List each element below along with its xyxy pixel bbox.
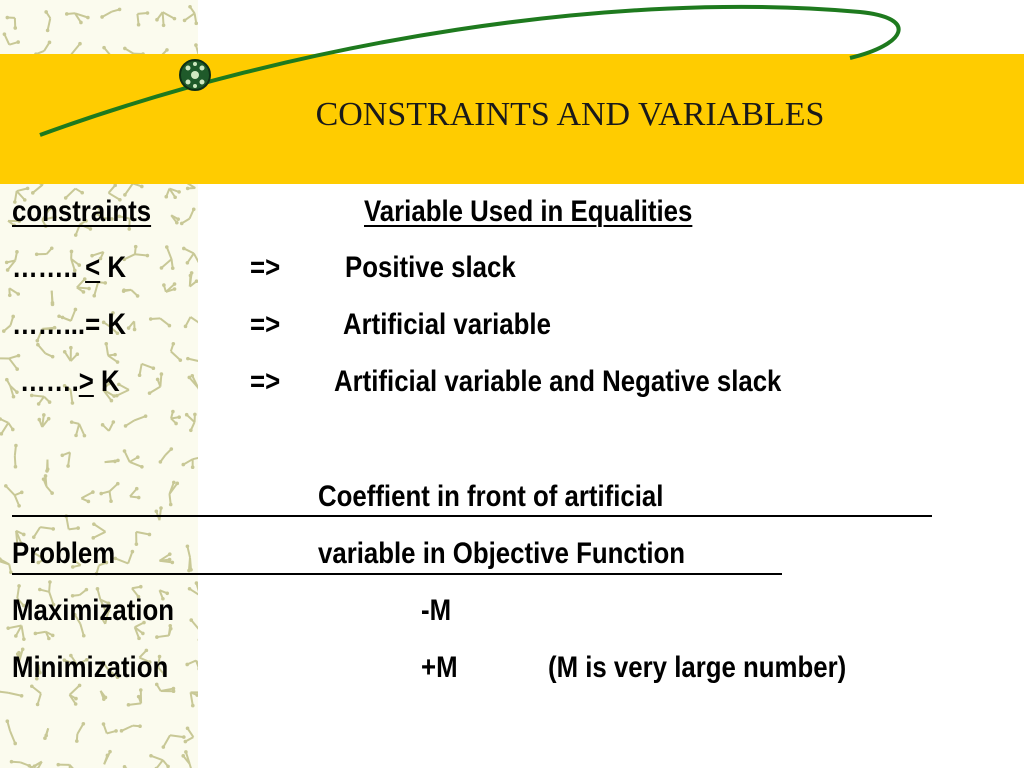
objective-row-min-coef: +M xyxy=(421,651,458,684)
row-k: K xyxy=(100,251,126,284)
pattern-node xyxy=(138,724,142,728)
row-dots: ……... xyxy=(12,308,86,341)
pattern-node xyxy=(113,353,117,357)
pattern-node xyxy=(155,510,159,514)
pattern-node xyxy=(76,526,80,530)
pattern-node xyxy=(182,735,186,739)
pattern-stroke xyxy=(191,692,193,705)
pattern-node xyxy=(60,453,64,457)
pattern-node xyxy=(190,374,194,378)
pattern-node xyxy=(42,413,46,417)
pattern-stroke xyxy=(190,557,191,569)
pattern-node xyxy=(148,533,152,537)
pattern-stroke xyxy=(150,387,161,394)
pattern-node xyxy=(180,222,184,226)
pattern-node xyxy=(137,496,141,500)
pattern-stroke xyxy=(115,558,128,563)
constraint-row-gte-arrow: => xyxy=(250,365,281,398)
pattern-node xyxy=(51,634,55,638)
pattern-node xyxy=(75,739,79,743)
pattern-stroke xyxy=(157,636,169,638)
pattern-node xyxy=(155,635,159,639)
pattern-node xyxy=(134,245,138,249)
pattern-node xyxy=(192,207,196,211)
pattern-node xyxy=(69,346,73,350)
pattern-node xyxy=(181,463,185,467)
constraint-row-lte-lhs xyxy=(12,250,126,286)
header-coefficient-line1: Coeffient in front of artificial xyxy=(318,480,664,513)
pattern-node xyxy=(33,764,37,768)
pattern-node xyxy=(74,434,78,438)
pattern-node xyxy=(189,429,193,433)
pattern-node xyxy=(4,484,8,488)
objective-row-max-problem: Maximization xyxy=(12,594,175,627)
pattern-stroke xyxy=(121,726,132,731)
pattern-node xyxy=(191,465,195,469)
pattern-node xyxy=(160,372,164,376)
pattern-stroke xyxy=(136,532,149,535)
pattern-node xyxy=(10,760,14,764)
pattern-node xyxy=(124,424,128,428)
pattern-node xyxy=(127,326,131,330)
pattern-node xyxy=(51,527,55,531)
pattern-stroke xyxy=(163,735,170,747)
pattern-node xyxy=(160,266,164,270)
pattern-node xyxy=(87,287,91,291)
pattern-node xyxy=(173,282,177,286)
pattern-stroke xyxy=(9,358,17,369)
pattern-node xyxy=(133,328,137,332)
pattern-node xyxy=(22,637,26,641)
pattern-node xyxy=(182,247,186,251)
pattern-node xyxy=(162,745,166,749)
pattern-node xyxy=(173,287,177,291)
pattern-stroke xyxy=(79,424,84,436)
pattern-node xyxy=(44,474,48,478)
constraint-row-gte-result: Artificial variable and Negative slack xyxy=(334,365,782,398)
pattern-node xyxy=(172,481,176,485)
pattern-stroke xyxy=(81,492,93,498)
pattern-node xyxy=(168,558,172,562)
constraint-row-lte-result: Positive slack xyxy=(345,251,516,284)
row-operator: < xyxy=(85,251,101,284)
pattern-node xyxy=(74,697,78,701)
pattern-node xyxy=(16,292,20,296)
pattern-node xyxy=(17,584,21,588)
pattern-node xyxy=(15,390,19,394)
pattern-stroke xyxy=(194,253,198,264)
pattern-stroke xyxy=(6,486,15,495)
pattern-stroke xyxy=(190,764,194,768)
pattern-node xyxy=(168,552,172,556)
pattern-stroke xyxy=(142,364,154,368)
pattern-node xyxy=(91,490,95,494)
pattern-node xyxy=(44,734,48,738)
pattern-stroke xyxy=(130,462,142,467)
pattern-node xyxy=(184,740,188,744)
pattern-node xyxy=(179,358,183,362)
pattern-stroke xyxy=(8,693,22,696)
pattern-node xyxy=(6,719,10,723)
pattern-stroke xyxy=(40,527,53,529)
pattern-node xyxy=(82,290,86,294)
pattern-node xyxy=(169,503,173,507)
pattern-node xyxy=(186,726,190,730)
pattern-node xyxy=(116,482,120,486)
pattern-node xyxy=(189,618,193,622)
pattern-node xyxy=(172,342,176,346)
pattern-node xyxy=(139,688,143,692)
slide-title: CONSTRAINTS AND VARIABLES xyxy=(315,96,825,133)
pattern-node xyxy=(172,689,176,693)
pattern-node xyxy=(120,729,124,733)
pattern-node xyxy=(188,587,192,591)
pattern-node xyxy=(185,413,189,417)
pattern-node xyxy=(12,395,16,399)
constraint-row-eq-lhs xyxy=(12,307,126,343)
pattern-stroke xyxy=(171,351,180,360)
pattern-node xyxy=(149,317,153,321)
constraint-row-eq-arrow: => xyxy=(250,308,281,341)
pattern-node xyxy=(6,268,10,272)
row-k: K xyxy=(93,365,120,398)
pattern-node xyxy=(34,632,38,636)
pattern-node xyxy=(51,301,55,305)
pattern-node xyxy=(13,742,17,746)
pattern-node xyxy=(159,460,163,464)
pattern-node xyxy=(92,522,96,526)
pattern-node xyxy=(149,754,153,758)
pattern-stroke xyxy=(167,247,172,259)
pattern-node xyxy=(50,491,54,495)
pattern-stroke xyxy=(161,259,171,268)
pattern-node xyxy=(17,504,21,508)
pattern-node xyxy=(47,417,51,421)
pattern-node xyxy=(159,506,163,510)
pattern-stroke xyxy=(10,731,15,744)
pattern-node xyxy=(176,217,180,221)
pattern-node xyxy=(20,491,24,495)
pattern-node xyxy=(85,588,89,592)
pattern-node xyxy=(45,469,49,473)
pattern-node xyxy=(185,663,189,667)
pattern-node xyxy=(189,568,193,572)
pattern-stroke xyxy=(151,756,163,760)
pattern-node xyxy=(48,400,52,404)
objective-row-min-note: (M is very large number) xyxy=(548,651,847,684)
pattern-node xyxy=(186,357,190,361)
pattern-node xyxy=(170,447,174,451)
pattern-node xyxy=(11,428,15,432)
pattern-node xyxy=(135,542,139,546)
row-operator: > xyxy=(78,365,94,398)
pattern-node xyxy=(146,254,150,258)
pattern-node xyxy=(168,324,172,328)
pattern-node xyxy=(36,703,40,707)
pattern-node xyxy=(181,754,185,758)
pattern-node xyxy=(123,449,127,453)
pattern-node xyxy=(144,414,148,418)
pattern-stroke xyxy=(170,735,184,737)
pattern-stroke xyxy=(52,291,53,303)
pattern-node xyxy=(177,415,181,419)
pattern-node xyxy=(14,634,18,638)
row-dots: …….. xyxy=(12,251,78,284)
pattern-node xyxy=(162,283,166,287)
constraint-row-gte-lhs xyxy=(20,364,120,400)
pattern-node xyxy=(108,750,112,754)
pattern-node xyxy=(122,288,126,292)
pattern-node xyxy=(175,482,179,486)
pattern-node xyxy=(37,418,41,422)
pattern-stroke xyxy=(128,703,141,704)
pattern-node xyxy=(191,704,195,708)
pattern-node xyxy=(96,587,100,591)
pattern-node xyxy=(75,352,79,356)
constraint-row-lte-arrow: => xyxy=(250,251,281,284)
pattern-node xyxy=(38,588,42,592)
pattern-stroke xyxy=(1,423,8,434)
pattern-node xyxy=(138,373,142,377)
header-constraints: constraints xyxy=(12,195,152,228)
pattern-node xyxy=(48,580,52,584)
pattern-node xyxy=(102,722,106,726)
pattern-stroke xyxy=(124,451,129,462)
pattern-node xyxy=(8,293,12,297)
pattern-node xyxy=(14,465,18,469)
pattern-node xyxy=(20,694,24,698)
row-k: K xyxy=(100,308,126,341)
pattern-node xyxy=(37,402,41,406)
pattern-stroke xyxy=(66,516,68,529)
header-rule-top xyxy=(12,515,932,517)
pattern-stroke xyxy=(0,692,8,693)
pattern-node xyxy=(114,729,118,733)
pattern-node xyxy=(63,350,67,354)
pattern-stroke xyxy=(156,760,163,768)
pattern-node xyxy=(51,355,55,359)
pattern-node xyxy=(112,420,116,424)
pattern-stroke xyxy=(77,288,89,289)
pattern-stroke xyxy=(193,458,198,460)
header-rule-bottom xyxy=(12,573,782,575)
pattern-node xyxy=(195,581,198,585)
pattern-node xyxy=(148,391,152,395)
pattern-node xyxy=(156,378,160,382)
pattern-node xyxy=(6,626,10,630)
pattern-node xyxy=(15,367,19,371)
pattern-node xyxy=(184,750,188,754)
pattern-node xyxy=(99,492,103,496)
pattern-node xyxy=(82,722,86,726)
pattern-node xyxy=(137,695,141,699)
pattern-node xyxy=(36,343,40,347)
pattern-stroke xyxy=(128,552,132,564)
pattern-stroke xyxy=(134,416,145,420)
row-dots: ……. xyxy=(20,365,79,398)
pattern-node xyxy=(152,366,156,370)
pattern-node xyxy=(109,499,113,503)
pattern-node xyxy=(175,221,179,225)
pattern-node xyxy=(131,550,135,554)
pattern-node xyxy=(193,413,197,417)
pattern-stroke xyxy=(135,254,147,255)
pattern-stroke xyxy=(190,317,198,323)
pattern-node xyxy=(186,261,190,265)
pattern-node xyxy=(74,233,78,237)
header-coefficient-line2: variable in Objective Function xyxy=(318,537,686,570)
pattern-stroke xyxy=(94,524,106,532)
pattern-node xyxy=(171,266,175,270)
pattern-node xyxy=(5,261,9,265)
pattern-node xyxy=(14,444,18,448)
pattern-node xyxy=(140,465,144,469)
objective-row-max-coef: -M xyxy=(421,594,452,627)
pattern-node xyxy=(47,637,51,641)
pattern-node xyxy=(190,271,194,275)
header-problem: Problem xyxy=(12,537,116,570)
pattern-node xyxy=(87,500,91,504)
pattern-node xyxy=(106,754,110,758)
pattern-node xyxy=(83,434,87,438)
pattern-node xyxy=(74,702,78,706)
header-variable-used: Variable Used in Equalities xyxy=(364,195,693,228)
pattern-node xyxy=(137,637,141,641)
pattern-node xyxy=(56,763,60,767)
pattern-node xyxy=(66,464,70,468)
pattern-node xyxy=(101,423,105,427)
pattern-node xyxy=(186,544,190,548)
pattern-node xyxy=(116,459,120,463)
pattern-node xyxy=(17,354,21,358)
pattern-node xyxy=(139,585,143,589)
pattern-node xyxy=(171,410,175,414)
pattern-node xyxy=(70,420,74,424)
pattern-node xyxy=(5,378,9,382)
pattern-node xyxy=(136,455,140,459)
pattern-stroke xyxy=(68,452,70,466)
pattern-node xyxy=(136,294,140,298)
pattern-node xyxy=(135,487,139,491)
pattern-node xyxy=(127,703,131,707)
constraint-row-eq-result: Artificial variable xyxy=(343,308,551,341)
pattern-node xyxy=(165,245,169,249)
row-operator: = xyxy=(85,308,101,341)
pattern-node xyxy=(141,632,145,636)
pattern-node xyxy=(71,401,75,405)
pattern-node xyxy=(92,294,96,298)
pattern-node xyxy=(2,329,6,333)
pattern-stroke xyxy=(70,685,80,694)
pattern-node xyxy=(82,634,86,638)
pattern-node xyxy=(171,561,175,565)
pattern-node xyxy=(184,325,188,329)
pattern-node xyxy=(102,697,106,701)
objective-row-min-problem: Minimization xyxy=(12,651,169,684)
pattern-node xyxy=(174,422,178,426)
